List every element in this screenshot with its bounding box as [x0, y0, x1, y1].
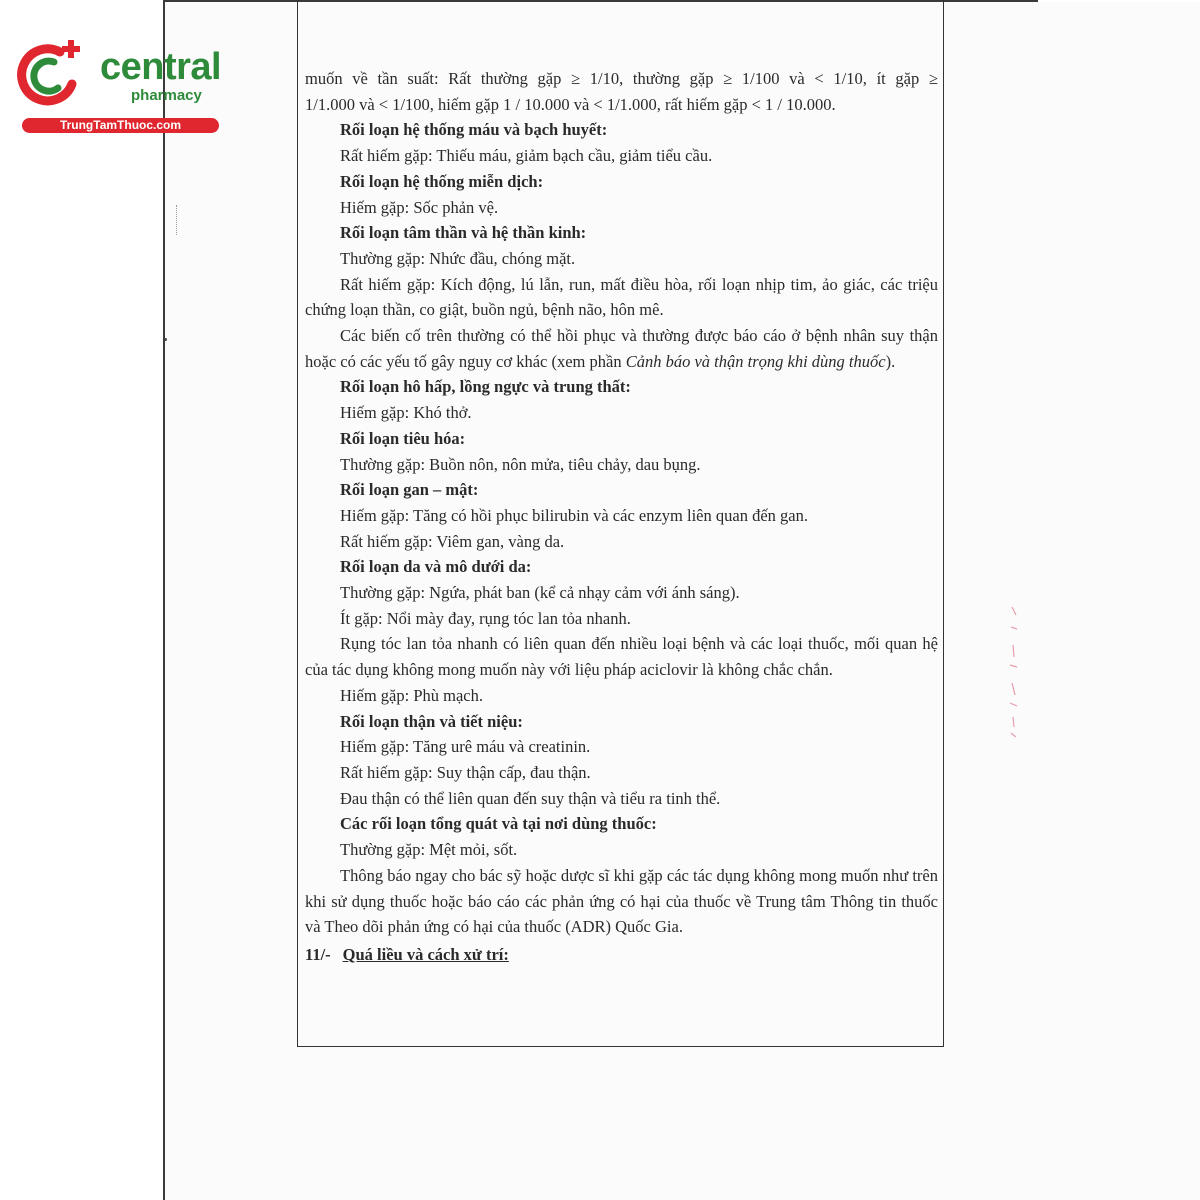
neuro-item-1: Thường gặp: Nhức đầu, chóng mặt.: [340, 248, 576, 268]
heading-general: Các rối loạn tổng quát và tại nơi dùng thuốc:: [340, 814, 657, 834]
logo-url[interactable]: TrungTamThuoc.com: [22, 118, 219, 133]
renal-item-1: Hiếm gặp: Tăng urê máu và creatinin.: [340, 737, 591, 757]
scan-dot: [164, 338, 167, 341]
stamp-fragment-icon: [1008, 605, 1022, 740]
document-body: [305, 66, 938, 968]
neuro-item-3-italic: Cảnh báo và thận trọng khi dùng thuốc: [625, 351, 886, 371]
immune-item-1: Hiếm gặp: Sốc phản vệ.: [340, 197, 499, 217]
intro-line-2: 1/1.000 và < 1/100, hiếm gặp 1 / 10.000 và < 1/1.000, rất hiếm gặp < 1 / 10.000.: [305, 94, 836, 114]
section-title: Quá liều và cách xử trí:: [342, 944, 509, 964]
heading-liver: Rối loạn gan – mật:: [340, 480, 479, 500]
skin-item-2: Ít gặp: Nổi mày đay, rụng tóc lan tỏa nhanh.: [340, 608, 631, 628]
resp-item-1: Hiếm gặp: Khó thở.: [340, 403, 472, 423]
section-11-heading: [305, 942, 938, 968]
heading-neuro: Rối loạn tâm thần và hệ thần kinh:: [340, 223, 587, 243]
pharmacy-cross-logo-icon: [10, 38, 90, 112]
heading-immune: Rối loạn hệ thống miễn dịch:: [340, 171, 544, 191]
section-number: 11/-: [305, 944, 331, 964]
heading-gi: Rối loạn tiêu hóa:: [340, 428, 466, 448]
gi-item-1: Thường gặp: Buồn nôn, nôn mửa, tiêu chảy, dau bụng.: [340, 454, 701, 474]
general-item-1: Thường gặp: Mệt mỏi, sốt.: [340, 840, 518, 860]
scan-marks: [176, 205, 183, 235]
blood-item-1: Rất hiếm gặp: Thiếu máu, giảm bạch cầu, giảm tiểu cầu.: [340, 146, 713, 166]
neuro-item-3-text-a: Các biến cố trên thường có thể hồi phục và thường được báo cáo ở bệnh nhân suy thận hoặc có các yếu tố gây nguy cơ khác (xem phần: [305, 326, 938, 371]
liver-item-1: Hiếm gặp: Tăng có hồi phục bilirubin và các enzym liên quan đến gan.: [340, 505, 808, 525]
skin-item-1: Thường gặp: Ngứa, phát ban (kể cả nhạy cảm với ánh sáng).: [340, 583, 740, 603]
renal-item-3: Đau thận có thể liên quan đến suy thận và tiểu ra tinh thể.: [340, 788, 721, 808]
heading-blood: Rối loạn hệ thống máu và bạch huyết:: [340, 120, 608, 140]
heading-skin: Rối loạn da và mô dưới da:: [340, 557, 532, 577]
renal-item-2: Rất hiếm gặp: Suy thận cấp, đau thận.: [340, 762, 591, 782]
intro-line-1: muốn về tần suất: Rất thường gặp ≥ 1/10, thường gặp ≥ 1/100 và < 1/10, ít gặp ≥: [305, 69, 938, 88]
neuro-item-3: [305, 323, 938, 374]
skin-item-4: Hiếm gặp: Phù mạch.: [340, 685, 483, 705]
central-pharmacy-logo[interactable]: [10, 38, 222, 138]
neuro-item-2: Rất hiếm gặp: Kích động, lú lẫn, run, mất điều hòa, rối loạn nhịp tim, ảo giác, các triệu chứng loạn thần, co giật, buồn ngủ, bệnh não, hôn mê.: [305, 274, 938, 320]
heading-respiratory: Rối loạn hô hấp, lồng ngực và trung thất:: [340, 377, 631, 397]
heading-renal: Rối loạn thận và tiết niệu:: [340, 711, 523, 731]
logo-subtitle: pharmacy: [131, 87, 202, 104]
neuro-item-3-text-b: ).: [885, 351, 896, 371]
notify-paragraph: Thông báo ngay cho bác sỹ hoặc dược sĩ khi gặp các tác dụng không mong muốn như trên khi sử dụng thuốc hoặc báo cáo các phản ứng có hại của thuốc về Trung tâm Thông tin thuốc và Theo dõi phản ứng có hại của thuốc (ADR) Quốc Gia.: [305, 865, 938, 937]
red-stamp-marks: [1008, 605, 1022, 740]
skin-item-3: Rụng tóc lan tỏa nhanh có liên quan đến nhiều loại bệnh và các loại thuốc, mối quan hệ của tác dụng không mong muốn này với liệu pháp aciclovir là không chắc chắn.: [305, 634, 938, 680]
page-edge-left: [163, 0, 165, 1200]
liver-item-2: Rất hiếm gặp: Viêm gan, vàng da.: [340, 531, 565, 551]
logo-brand-name: central: [100, 46, 222, 88]
